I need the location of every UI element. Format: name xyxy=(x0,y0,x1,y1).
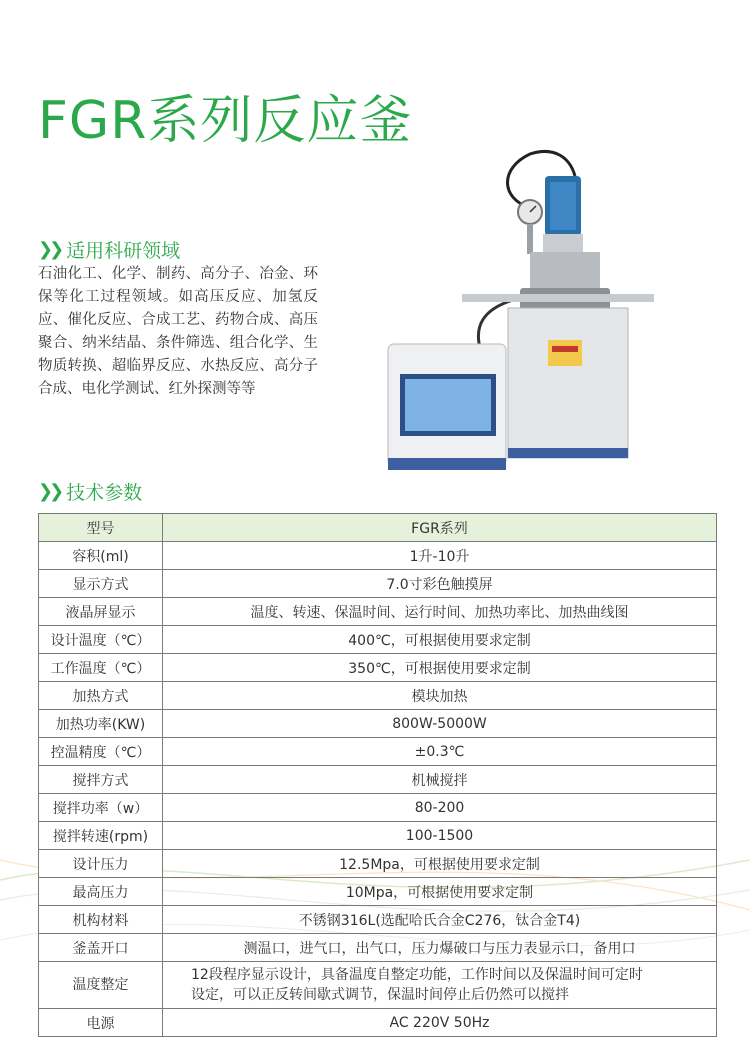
table-row xyxy=(39,766,717,794)
row-label: 控温精度（℃） xyxy=(39,738,163,766)
table-row xyxy=(39,542,717,570)
applications-heading-label: 适用科研领域 xyxy=(66,240,181,262)
applications-heading xyxy=(38,236,180,263)
table-row xyxy=(39,822,717,850)
row-value: 12.5Mpa，可根据使用要求定制 xyxy=(163,850,717,878)
row-label: 搅拌转速(rpm) xyxy=(39,822,163,850)
row-value: 1升-10升 xyxy=(163,542,717,570)
row-value: 模块加热 xyxy=(163,682,717,710)
row-label: 电源 xyxy=(39,1009,163,1037)
table-header-row xyxy=(39,514,717,542)
table-row xyxy=(39,962,717,1009)
double-chevron-icon: ❯❯ xyxy=(38,481,61,502)
row-label: 液晶屏显示 xyxy=(39,598,163,626)
row-label: 工作温度（℃） xyxy=(39,654,163,682)
row-label: 搅拌方式 xyxy=(39,766,163,794)
row-label: 设计温度（℃） xyxy=(39,626,163,654)
header-label: 型号 xyxy=(39,514,163,542)
row-value: 80-200 xyxy=(163,794,717,822)
row-label: 机构材料 xyxy=(39,906,163,934)
row-label: 温度整定 xyxy=(39,962,163,1009)
spec-table xyxy=(38,513,717,1037)
table-row xyxy=(39,654,717,682)
row-value-line: 12段程序显示设计，具备温度自整定功能，工作时间以及保温时间可定时 xyxy=(191,967,643,983)
row-label: 加热方式 xyxy=(39,682,163,710)
table-row xyxy=(39,850,717,878)
row-value: 不锈钢316L(选配哈氏合金C276，钛合金T4) xyxy=(163,906,717,934)
header-value: FGR系列 xyxy=(163,514,717,542)
table-row xyxy=(39,878,717,906)
row-label: 显示方式 xyxy=(39,570,163,598)
row-value: 测温口，进气口，出气口，压力爆破口与压力表显示口，备用口 xyxy=(163,934,717,962)
table-row xyxy=(39,906,717,934)
row-label: 加热功率(KW) xyxy=(39,710,163,738)
row-value: 温度、转速、保温时间、运行时间、加热功率比、加热曲线图 xyxy=(163,598,717,626)
table-row xyxy=(39,738,717,766)
row-label: 最高压力 xyxy=(39,878,163,906)
row-label: 容积(ml) xyxy=(39,542,163,570)
table-row xyxy=(39,1009,717,1037)
row-label: 釜盖开口 xyxy=(39,934,163,962)
row-label: 搅拌功率（w） xyxy=(39,794,163,822)
table-row xyxy=(39,626,717,654)
double-chevron-icon: ❯❯ xyxy=(38,239,61,260)
reactor-product-image xyxy=(380,148,670,478)
specs-heading-label: 技术参数 xyxy=(66,482,143,504)
row-value: AC 220V 50Hz xyxy=(163,1009,717,1037)
specs-heading xyxy=(38,478,142,505)
row-value: 350℃，可根据使用要求定制 xyxy=(163,654,717,682)
page-title: FGR系列反应釜 xyxy=(38,91,413,151)
row-value: 10Mpa，可根据使用要求定制 xyxy=(163,878,717,906)
table-row xyxy=(39,934,717,962)
table-row xyxy=(39,682,717,710)
table-row xyxy=(39,570,717,598)
row-value: ±0.3℃ xyxy=(163,738,717,766)
table-row xyxy=(39,598,717,626)
row-value: 机械搅拌 xyxy=(163,766,717,794)
row-label: 设计压力 xyxy=(39,850,163,878)
row-value: 800W-5000W xyxy=(163,710,717,738)
row-value: 100-1500 xyxy=(163,822,717,850)
applications-text: 石油化工、化学、制药、高分子、冶金、环保等化工过程领域。如高压反应、加氢反应、催化反应、合成工艺、药物合成、高压聚合、纳米结晶、条件筛选、组合化学、生物质转换、超临界反应、水热反应、高分子合成、电化学测试、红外探测等等 xyxy=(38,266,318,397)
table-row xyxy=(39,710,717,738)
row-value xyxy=(163,962,717,1009)
row-value-line: 设定，可以正反转间歇式调节，保温时间停止后仍然可以搅拌 xyxy=(191,987,569,1003)
table-row xyxy=(39,794,717,822)
row-value: 7.0寸彩色触摸屏 xyxy=(163,570,717,598)
row-value: 400℃，可根据使用要求定制 xyxy=(163,626,717,654)
